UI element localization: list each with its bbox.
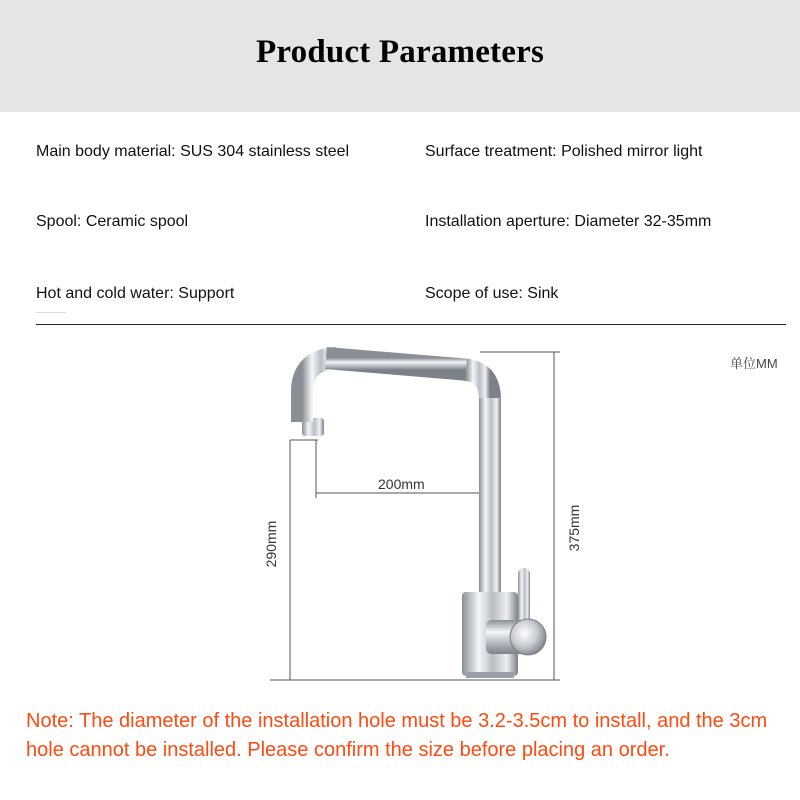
section-divider bbox=[36, 324, 786, 325]
param-spool: Spool: Ceramic spool bbox=[36, 213, 189, 230]
reach-dimension-label: 200mm bbox=[378, 476, 425, 492]
param-surface-treatment: Surface treatment: Polished mirror light bbox=[425, 143, 703, 160]
param-scope-of-use: Scope of use: Sink bbox=[425, 285, 559, 302]
faucet-illustration bbox=[302, 358, 546, 678]
installation-note: Note: The diameter of the installation hole must be 3.2-3.5cm to install, and the 3cm hole cannot be installed. Please confirm the size before placing an order. bbox=[26, 710, 768, 761]
faucet-dimension-diagram bbox=[0, 330, 800, 700]
title-banner bbox=[0, 0, 800, 112]
param-main-body-material: Main body material: SUS 304 stainless steel bbox=[36, 143, 350, 160]
page-title: Product Parameters bbox=[256, 34, 544, 70]
spout-height-label: 290mm bbox=[263, 520, 279, 568]
faint-divider bbox=[36, 312, 66, 313]
unit-label: 单位MM bbox=[730, 356, 778, 371]
total-height-label: 375mm bbox=[566, 504, 582, 552]
param-installation-aperture: Installation aperture: Diameter 32-35mm bbox=[425, 213, 712, 230]
param-hot-cold-water: Hot and cold water: Support bbox=[36, 285, 235, 302]
